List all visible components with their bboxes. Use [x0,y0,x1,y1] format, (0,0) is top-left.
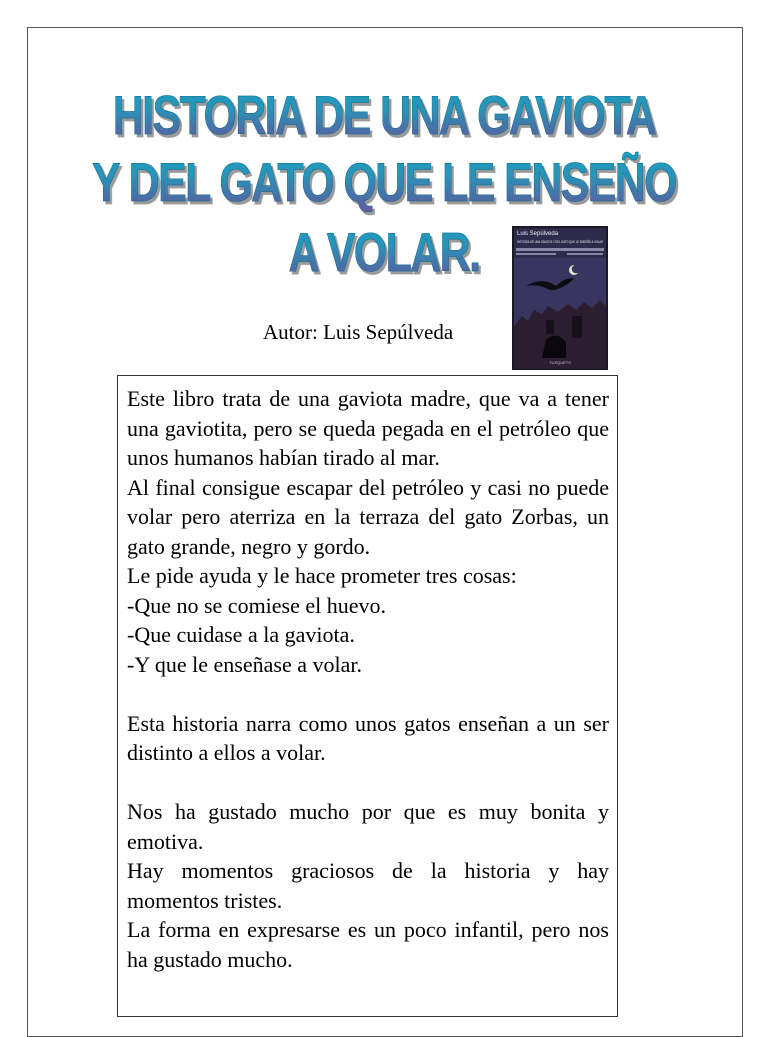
cover-author: Luis Sepúlveda [517,231,559,237]
cover-title: HISTORIA DE UNA GAVIOTA Y DEL GATO QUE LE ENSEÑÓ A VOLAR [517,240,627,244]
review-paragraph-5: Nos ha gustado mucho por que es muy bonita y emotiva. [127,799,609,854]
title-line-1: HISTORIA DE UNA GAVIOTA [112,84,656,146]
review-paragraph-3: Le pide ayuda y le hace prometer tres cosas: [127,563,517,588]
title-line-3: A VOLAR. [288,221,480,283]
review-paragraph-1: Este libro trata de una gaviota madre, que va a tener una gaviotita, pero se queda pegada en el petróleo que unos humanos habían tirado al mar. [127,386,609,470]
review-list-item-3: -Y que le enseñase a volar. [127,651,362,677]
review-list-item-1: -Que no se comiese el huevo. [127,592,387,618]
review-paragraph-7: La forma en expresarse es un poco infantil, pero nos ha gustado mucho. [127,917,609,972]
review-paragraph-6: Hay momentos graciosos de la historia y hay momentos tristes. [127,858,609,913]
cover-publisher: TUSQUETS [549,360,571,365]
review-text-box [117,375,618,1017]
review-paragraph-4: Esta historia narra como unos gatos enseñan a un ser distinto a ellos a volar. [127,710,609,765]
author-line: Autor: Luis Sepúlveda [263,320,454,344]
review-list-item-2: -Que cuidase a la gaviota. [127,622,355,647]
title-line-2: Y DEL GATO QUE LE ENSEÑO [92,151,676,213]
book-cover-image [512,226,627,370]
review-paragraph-2: Al final consigue escapar del petróleo y casi no puede volar pero aterriza en la terraza del gato Zorbas, un gato grande, negro y gordo. [127,474,609,559]
